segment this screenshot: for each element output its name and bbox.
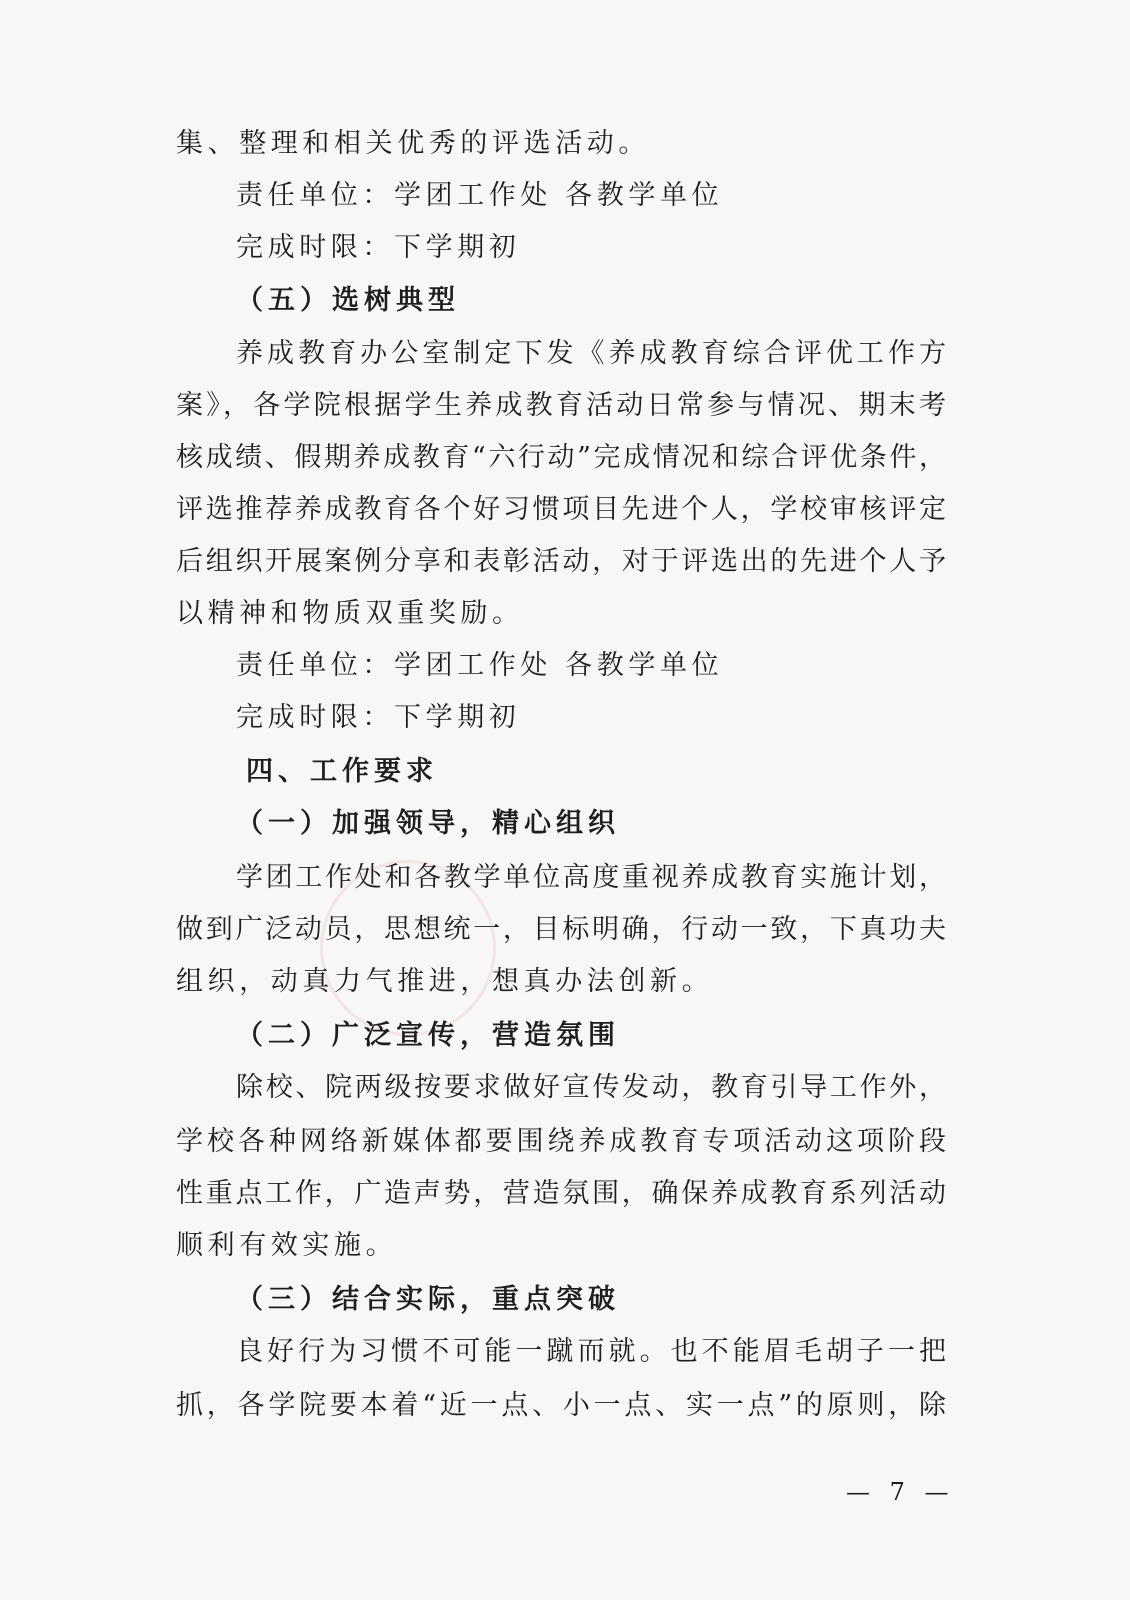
paragraph-line: 以精神和物质双重奖励。 xyxy=(176,598,524,629)
deadline-line: 完成时限：下学期初 xyxy=(236,232,521,263)
paragraph-line: 案》，各学院根据学生养成教育活动日常参与情况、期末考 xyxy=(176,390,946,421)
paragraph-line: 养成教育办公室制定下发《养成教育综合评优工作方 xyxy=(236,338,946,369)
section-heading-5: （五）选树典型 xyxy=(236,285,460,316)
text-line-continuation: 集、整理和相关优秀的评选活动。 xyxy=(176,128,650,159)
paragraph-line: 评选推荐养成教育各个好习惯项目先进个人，学校审核评定 xyxy=(176,494,946,525)
paragraph-line: 顺利有效实施。 xyxy=(176,1230,398,1261)
section-heading-4: 四、工作要求 xyxy=(246,756,438,787)
subsection-heading-1: （一）加强领导，精心组织 xyxy=(236,808,620,839)
subsection-heading-3: （三）结合实际，重点突破 xyxy=(236,1284,620,1315)
paragraph-line: 后组织开展案例分享和表彰活动，对于评选出的先进个人予 xyxy=(176,546,946,577)
paragraph-line: 学校各种网络新媒体都要围绕养成教育专项活动这项阶段 xyxy=(176,1126,946,1157)
page-number: — 7 — xyxy=(846,1478,955,1506)
paragraph-line: 学团工作处和各教学单位高度重视养成教育实施计划， xyxy=(236,862,946,893)
subsection-heading-2: （二）广泛宣传，营造氛围 xyxy=(236,1020,620,1051)
paragraph-line: 抓，各学院要本着“近一点、小一点、实一点”的原则，除 xyxy=(176,1390,946,1421)
paragraph-line: 良好行为习惯不可能一蹴而就。也不能眉毛胡子一把 xyxy=(236,1336,946,1367)
paragraph-line: 除校、院两级按要求做好宣传发动，教育引导工作外， xyxy=(236,1072,946,1103)
responsible-unit-line: 责任单位：学团工作处 各教学单位 xyxy=(236,180,724,211)
paragraph-line: 组织，动真力气推进，想真办法创新。 xyxy=(176,966,714,997)
paragraph-line: 核成绩、假期养成教育“六行动”完成情况和综合评优条件， xyxy=(176,442,946,473)
paragraph-line: 性重点工作，广造声势，营造氛围，确保养成教育系列活动 xyxy=(176,1178,946,1209)
paragraph-line: 做到广泛动员，思想统一，目标明确，行动一致，下真功夫 xyxy=(176,914,946,945)
deadline-line: 完成时限：下学期初 xyxy=(236,702,521,733)
responsible-unit-line: 责任单位：学团工作处 各教学单位 xyxy=(236,650,724,681)
